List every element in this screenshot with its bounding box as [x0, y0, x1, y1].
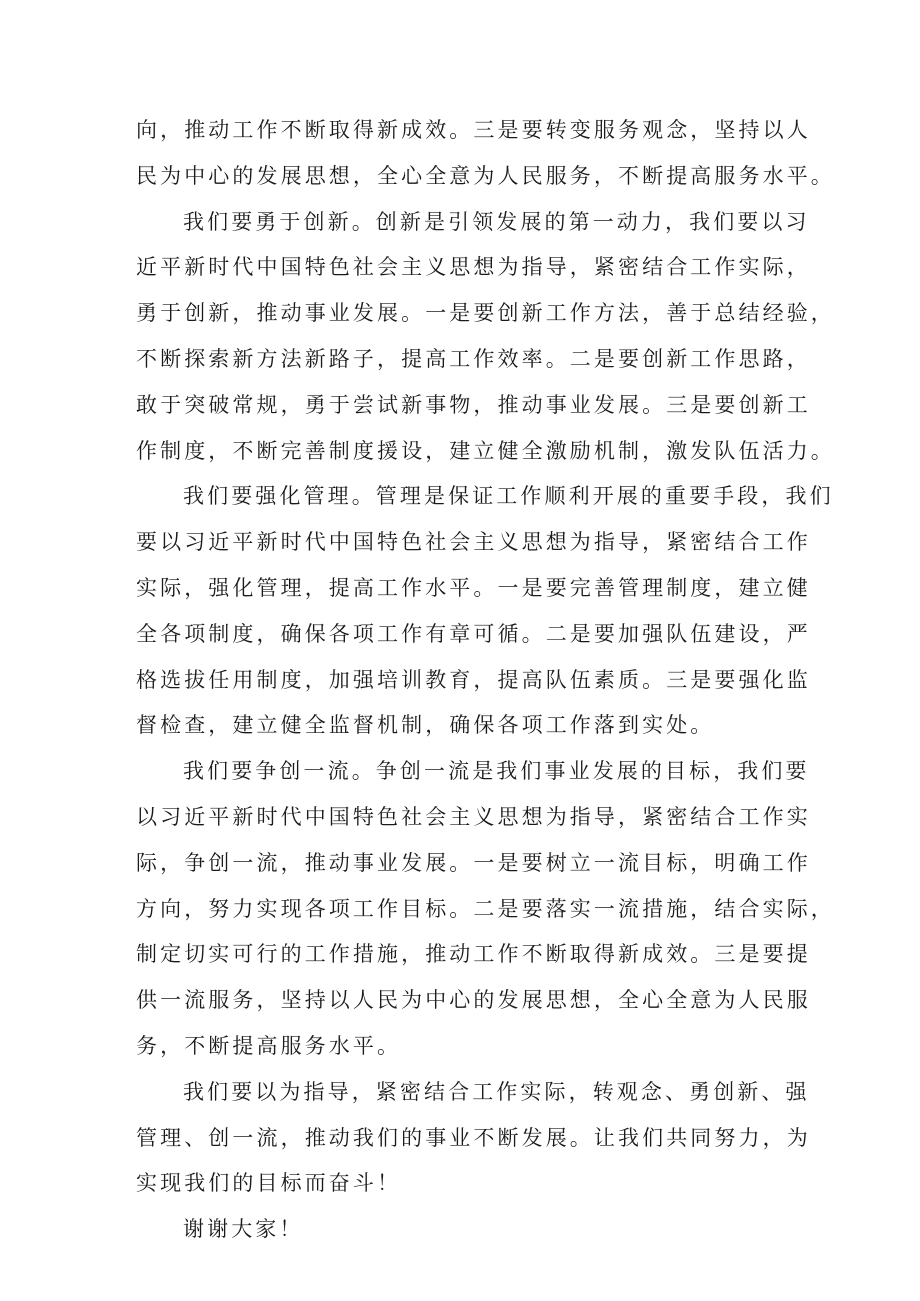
paragraph [136, 108, 835, 200]
document-body [136, 108, 835, 1253]
text-line: 勇于创新，推动事业发展。一是要创新工作方法，善于总结经验， [136, 301, 835, 326]
paragraph [136, 474, 834, 749]
text-line: 格选拔任用制度，加强培训教育，提高队伍素质。三是要强化监 [136, 667, 811, 692]
paragraph [136, 200, 835, 475]
text-line: 要以习近平新时代中国特色社会主义思想为指导，紧密结合工作 [136, 530, 811, 555]
text-line: 实现我们的目标而奋斗！ [136, 1171, 402, 1196]
text-line: 际，争创一流，推动事业发展。一是要树立一流目标，明确工作 [136, 850, 811, 875]
text-line: 我们要勇于创新。创新是引领发展的第一动力，我们要以习 [183, 209, 810, 234]
text-line: 以习近平新时代中国特色社会主义思想为指导，紧密结合工作实 [136, 804, 811, 829]
text-line: 谢谢大家！ [183, 1217, 304, 1242]
text-line: 我们要以为指导，紧密结合工作实际，转观念、勇创新、强 [183, 1079, 810, 1104]
paragraph [136, 1207, 796, 1253]
text-line: 方向，努力实现各项工作目标。二是要落实一流措施，结合实际， [136, 896, 835, 921]
text-line: 实际，强化管理，提高工作水平。一是要完善管理制度，建立健 [136, 575, 811, 600]
text-line: 供一流服务，坚持以人民为中心的发展思想，全心全意为人民服 [136, 988, 811, 1013]
paragraph [136, 749, 835, 1070]
text-line: 制定切实可行的工作措施，推动工作不断取得新成效。三是要提 [136, 942, 811, 967]
text-line: 管理、创一流，推动我们的事业不断发展。让我们共同努力，为 [136, 1125, 811, 1150]
text-line: 民为中心的发展思想，全心全意为人民服务，不断提高服务水平。 [136, 163, 835, 188]
text-line: 近平新时代中国特色社会主义思想为指导，紧密结合工作实际， [136, 255, 811, 280]
text-line: 务，不断提高服务水平。 [136, 1033, 402, 1058]
text-line: 向，推动工作不断取得新成效。三是要转变服务观念，坚持以人 [136, 118, 811, 142]
text-line: 我们要争创一流。争创一流是我们事业发展的目标，我们要 [183, 759, 810, 784]
text-line: 作制度，不断完善制度援设，建立健全激励机制，激发队伍活力。 [136, 438, 835, 463]
text-line: 敢于突破常规，勇于尝试新事物，推动事业发展。三是要创新工 [136, 392, 811, 417]
text-line: 全各项制度，确保各项工作有章可循。二是要加强队伍建设，严 [136, 621, 811, 646]
text-line: 督检查，建立健全监督机制，确保各项工作落到实处。 [136, 713, 715, 738]
text-line: 不断探索新方法新路子，提高工作效率。二是要创新工作思路， [136, 346, 811, 371]
text-line: 我们要强化管理。管理是保证工作顺利开展的重要手段，我们 [183, 484, 834, 509]
paragraph [136, 1070, 811, 1207]
